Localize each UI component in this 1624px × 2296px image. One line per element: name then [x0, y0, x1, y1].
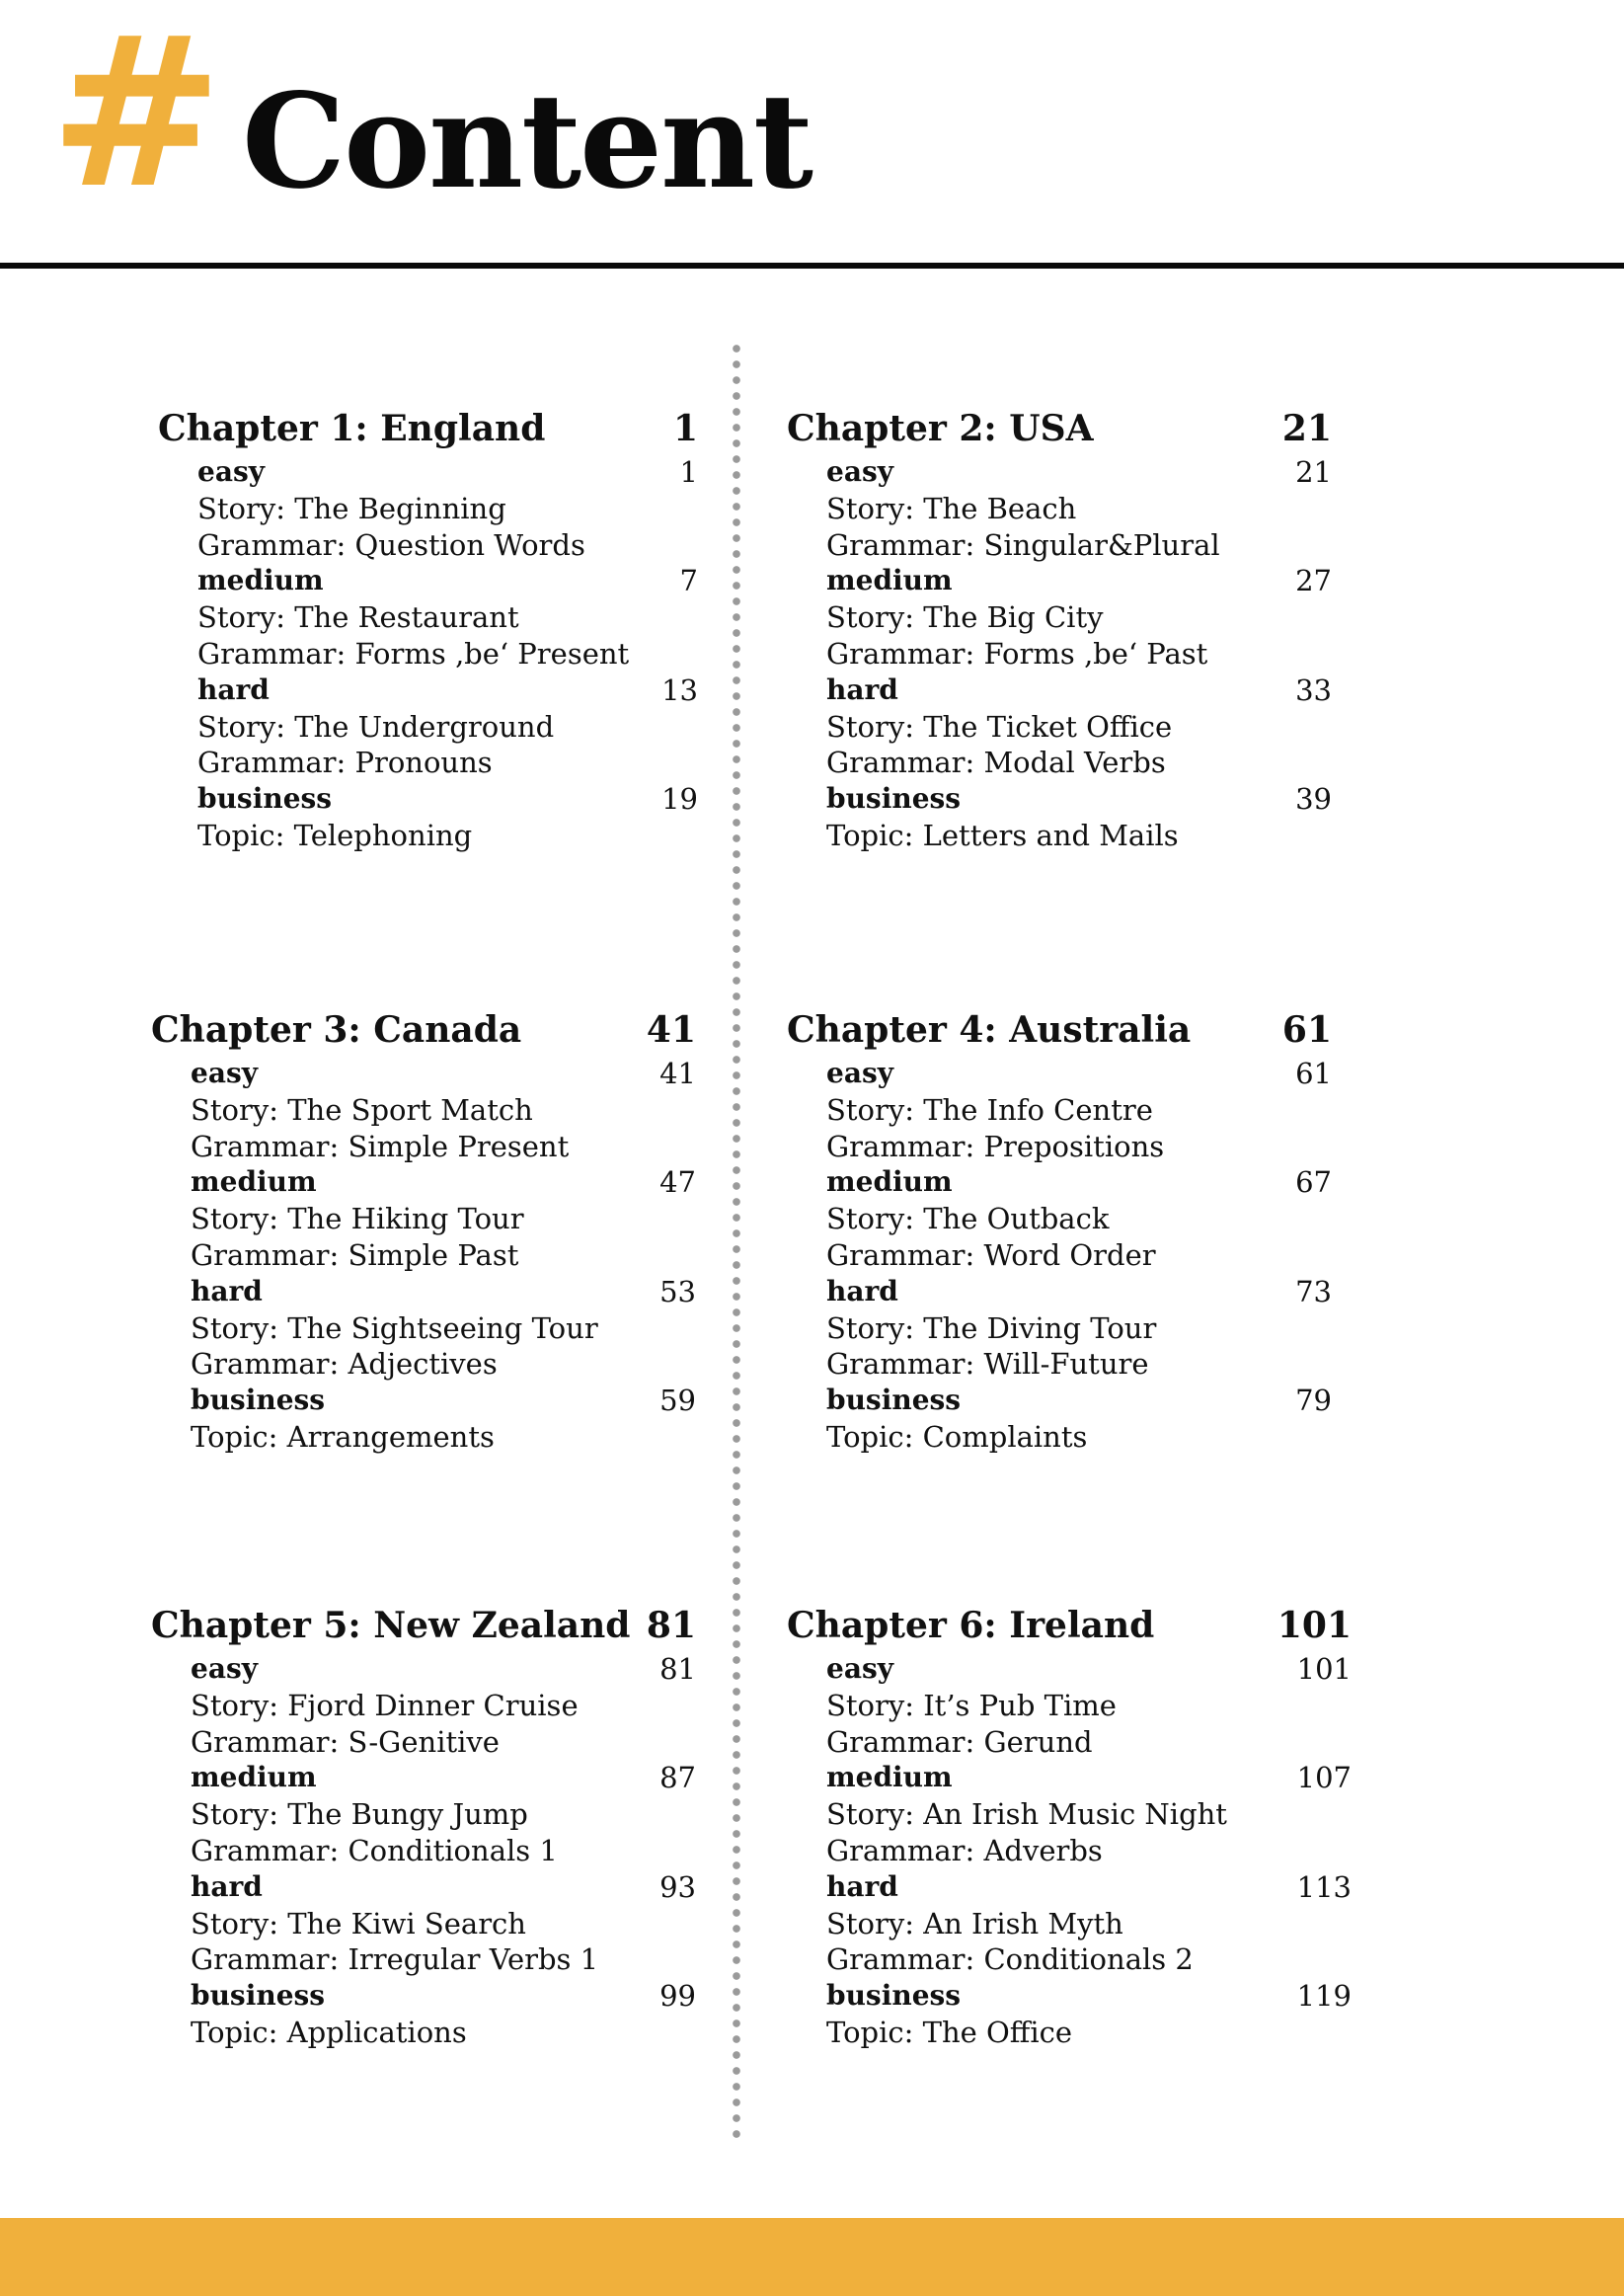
level-business-row[interactable]	[826, 1383, 1332, 1419]
toc-item[interactable]: Grammar: Singular&Plural	[826, 527, 1220, 562]
level-medium-row[interactable]	[191, 1164, 696, 1201]
level-hard-row[interactable]	[191, 1869, 696, 1906]
column-divider	[733, 341, 740, 2138]
chapter-entries	[197, 454, 698, 854]
toc-item[interactable]: Story: The Ticket Office	[826, 709, 1173, 744]
toc-item[interactable]: Story: The Beginning	[197, 491, 506, 525]
level-page-number: 41	[659, 1057, 696, 1090]
level-page-number: 81	[659, 1652, 696, 1686]
level-medium-row[interactable]	[826, 563, 1332, 599]
chapter-title: Chapter 6: Ireland	[787, 1605, 1155, 1646]
level-page-number: 73	[1295, 1274, 1332, 1308]
chapter-heading[interactable]	[158, 403, 698, 454]
level-medium-row[interactable]	[826, 1164, 1332, 1201]
chapter-heading[interactable]	[787, 403, 1332, 454]
toc-item[interactable]: Story: The Hiking Tour	[191, 1202, 524, 1236]
level-label: easy	[191, 1057, 258, 1089]
chapter-title: Chapter 3: Canada	[151, 1009, 522, 1051]
level-page-number: 87	[659, 1761, 696, 1795]
level-label: medium	[826, 1761, 953, 1794]
level-medium-row[interactable]	[826, 1760, 1352, 1796]
toc-item[interactable]: Grammar: Irregular Verbs 1	[191, 1942, 599, 1977]
toc-item[interactable]: Story: The Sightseeing Tour	[191, 1310, 598, 1345]
level-hard-row[interactable]	[826, 1274, 1332, 1310]
level-label: medium	[826, 564, 953, 597]
toc-item[interactable]: Story: The Restaurant	[197, 600, 519, 635]
level-easy-row[interactable]	[197, 454, 698, 491]
chapter-title: Chapter 4: Australia	[787, 1009, 1192, 1051]
toc-item[interactable]: Story: The Info Centre	[826, 1092, 1153, 1127]
level-easy-row[interactable]	[826, 1651, 1352, 1688]
level-business-row[interactable]	[826, 1978, 1352, 2015]
level-label: easy	[826, 455, 893, 488]
level-label: business	[826, 1384, 962, 1417]
chapter-title: Chapter 1: England	[158, 408, 546, 449]
header-divider	[0, 263, 1624, 269]
level-page-number: 59	[659, 1384, 696, 1418]
level-label: business	[826, 782, 962, 816]
level-page-number: 21	[1295, 455, 1332, 489]
level-label: hard	[197, 673, 270, 706]
chapter-page-number: 101	[1276, 1605, 1352, 1646]
level-page-number: 13	[661, 673, 698, 707]
toc-item[interactable]: Grammar: Gerund	[826, 1724, 1093, 1759]
toc-item[interactable]: Grammar: Simple Present	[191, 1129, 570, 1163]
level-label: hard	[191, 1869, 263, 1903]
toc-item[interactable]: Grammar: Adverbs	[826, 1833, 1103, 1867]
chapter-entries	[826, 1056, 1332, 1456]
toc-item[interactable]: Grammar: Conditionals 2	[826, 1942, 1194, 1977]
level-label: easy	[197, 455, 265, 488]
toc-item[interactable]: Topic: The Office	[826, 2015, 1073, 2049]
level-business-row[interactable]	[826, 781, 1332, 818]
level-page-number: 33	[1295, 673, 1332, 707]
level-page-number: 113	[1296, 1869, 1352, 1904]
level-hard-row[interactable]	[191, 1274, 696, 1310]
level-hard-row[interactable]	[197, 673, 698, 709]
toc-item[interactable]: Story: Fjord Dinner Cruise	[191, 1688, 579, 1722]
chapter-entries	[826, 1651, 1352, 2051]
level-business-row[interactable]	[191, 1383, 696, 1419]
chapter-section	[787, 1600, 1352, 2051]
level-label: easy	[826, 1057, 893, 1089]
toc-item[interactable]: Story: An Irish Music Night	[826, 1797, 1227, 1832]
level-label: hard	[826, 673, 898, 706]
level-label: business	[191, 1979, 326, 2013]
level-label: medium	[826, 1165, 953, 1199]
level-label: business	[191, 1384, 326, 1417]
chapter-entries	[191, 1056, 696, 1456]
toc-item[interactable]: Topic: Arrangements	[191, 1419, 495, 1454]
level-page-number: 99	[659, 1979, 696, 2014]
chapter-section	[151, 1004, 696, 1456]
level-easy-row[interactable]	[826, 454, 1332, 491]
chapter-entries	[191, 1651, 696, 2051]
level-label: business	[826, 1979, 962, 2013]
level-page-number: 67	[1295, 1165, 1332, 1200]
level-page-number: 19	[661, 782, 698, 817]
toc-item[interactable]: Story: An Irish Myth	[826, 1906, 1123, 1940]
level-page-number: 39	[1295, 782, 1332, 817]
level-label: hard	[191, 1274, 263, 1307]
level-easy-row[interactable]	[826, 1056, 1332, 1092]
level-label: easy	[191, 1652, 258, 1685]
toc-item[interactable]: Grammar: Forms ‚be‘ Present	[197, 636, 630, 671]
toc-item[interactable]: Grammar: Modal Verbs	[826, 746, 1166, 780]
level-label: medium	[197, 564, 324, 597]
chapter-heading[interactable]	[787, 1600, 1352, 1651]
chapter-section	[787, 1004, 1332, 1456]
toc-item[interactable]: Topic: Applications	[191, 2015, 467, 2049]
toc-item[interactable]: Story: The Outback	[826, 1202, 1110, 1236]
toc-item[interactable]: Topic: Complaints	[826, 1419, 1088, 1454]
toc-item[interactable]: Grammar: Will-Future	[826, 1347, 1149, 1382]
toc-item[interactable]: Story: The Beach	[826, 491, 1077, 525]
level-page-number: 47	[659, 1165, 696, 1200]
footer-band	[0, 2218, 1624, 2296]
toc-item[interactable]: Story: The Kiwi Search	[191, 1906, 526, 1940]
toc-item[interactable]: Grammar: Pronouns	[197, 746, 493, 780]
level-hard-row[interactable]	[826, 1869, 1352, 1906]
level-label: hard	[826, 1869, 898, 1903]
level-label: hard	[826, 1274, 898, 1307]
level-page-number: 7	[679, 564, 698, 598]
toc-item[interactable]: Topic: Letters and Mails	[826, 818, 1179, 852]
level-business-row[interactable]	[197, 781, 698, 818]
chapter-title: Chapter 5: New Zealand	[151, 1605, 631, 1646]
toc-item[interactable]: Grammar: Simple Past	[191, 1237, 519, 1272]
toc-item[interactable]: Grammar: Forms ‚be‘ Past	[826, 636, 1208, 671]
chapter-section	[787, 403, 1332, 854]
level-page-number: 119	[1296, 1979, 1352, 2014]
level-page-number: 27	[1295, 564, 1332, 598]
toc-item[interactable]: Grammar: Adjectives	[191, 1347, 498, 1382]
chapter-section	[151, 1600, 696, 2051]
level-page-number: 79	[1295, 1384, 1332, 1418]
level-page-number: 107	[1296, 1761, 1352, 1795]
toc-item[interactable]: Grammar: Question Words	[197, 527, 585, 562]
chapter-page-number: 21	[1281, 408, 1332, 449]
page-header	[0, 0, 1624, 267]
level-label: easy	[826, 1652, 893, 1685]
chapter-page-number: 1	[672, 408, 698, 449]
toc-item[interactable]: Grammar: Conditionals 1	[191, 1833, 558, 1867]
toc-item[interactable]: Grammar: Prepositions	[826, 1129, 1165, 1163]
level-label: medium	[191, 1761, 317, 1794]
level-page-number: 101	[1296, 1652, 1352, 1686]
toc-item[interactable]: Story: It’s Pub Time	[826, 1688, 1117, 1722]
chapter-page-number: 61	[1281, 1009, 1332, 1051]
level-page-number: 93	[659, 1869, 696, 1904]
page-title: Content	[242, 65, 812, 218]
chapter-heading[interactable]	[151, 1600, 696, 1651]
chapter-section	[158, 403, 698, 854]
chapter-heading[interactable]	[787, 1004, 1332, 1056]
level-medium-row[interactable]	[197, 563, 698, 599]
level-page-number: 61	[1295, 1057, 1332, 1090]
level-label: medium	[191, 1165, 317, 1199]
toc-item[interactable]: Story: The Bungy Jump	[191, 1797, 528, 1832]
level-label: business	[197, 782, 333, 816]
level-medium-row[interactable]	[191, 1760, 696, 1796]
hash-icon: #	[49, 0, 223, 234]
level-page-number: 1	[679, 455, 698, 489]
chapter-title: Chapter 2: USA	[787, 408, 1094, 449]
toc-item[interactable]: Story: The Underground	[197, 709, 555, 744]
level-business-row[interactable]	[191, 1978, 696, 2015]
toc-item[interactable]: Grammar: Word Order	[826, 1237, 1156, 1272]
chapter-entries	[826, 454, 1332, 854]
chapter-heading[interactable]	[151, 1004, 696, 1056]
toc-item[interactable]: Story: The Big City	[826, 600, 1104, 635]
level-page-number: 53	[659, 1274, 696, 1308]
level-hard-row[interactable]	[826, 673, 1332, 709]
toc-item[interactable]: Topic: Telephoning	[197, 818, 473, 852]
toc-item[interactable]: Grammar: S-Genitive	[191, 1724, 500, 1759]
chapter-page-number: 81	[646, 1605, 696, 1646]
chapter-page-number: 41	[646, 1009, 696, 1051]
level-easy-row[interactable]	[191, 1056, 696, 1092]
toc-item[interactable]: Story: The Sport Match	[191, 1092, 533, 1127]
level-easy-row[interactable]	[191, 1651, 696, 1688]
toc-item[interactable]: Story: The Diving Tour	[826, 1310, 1157, 1345]
